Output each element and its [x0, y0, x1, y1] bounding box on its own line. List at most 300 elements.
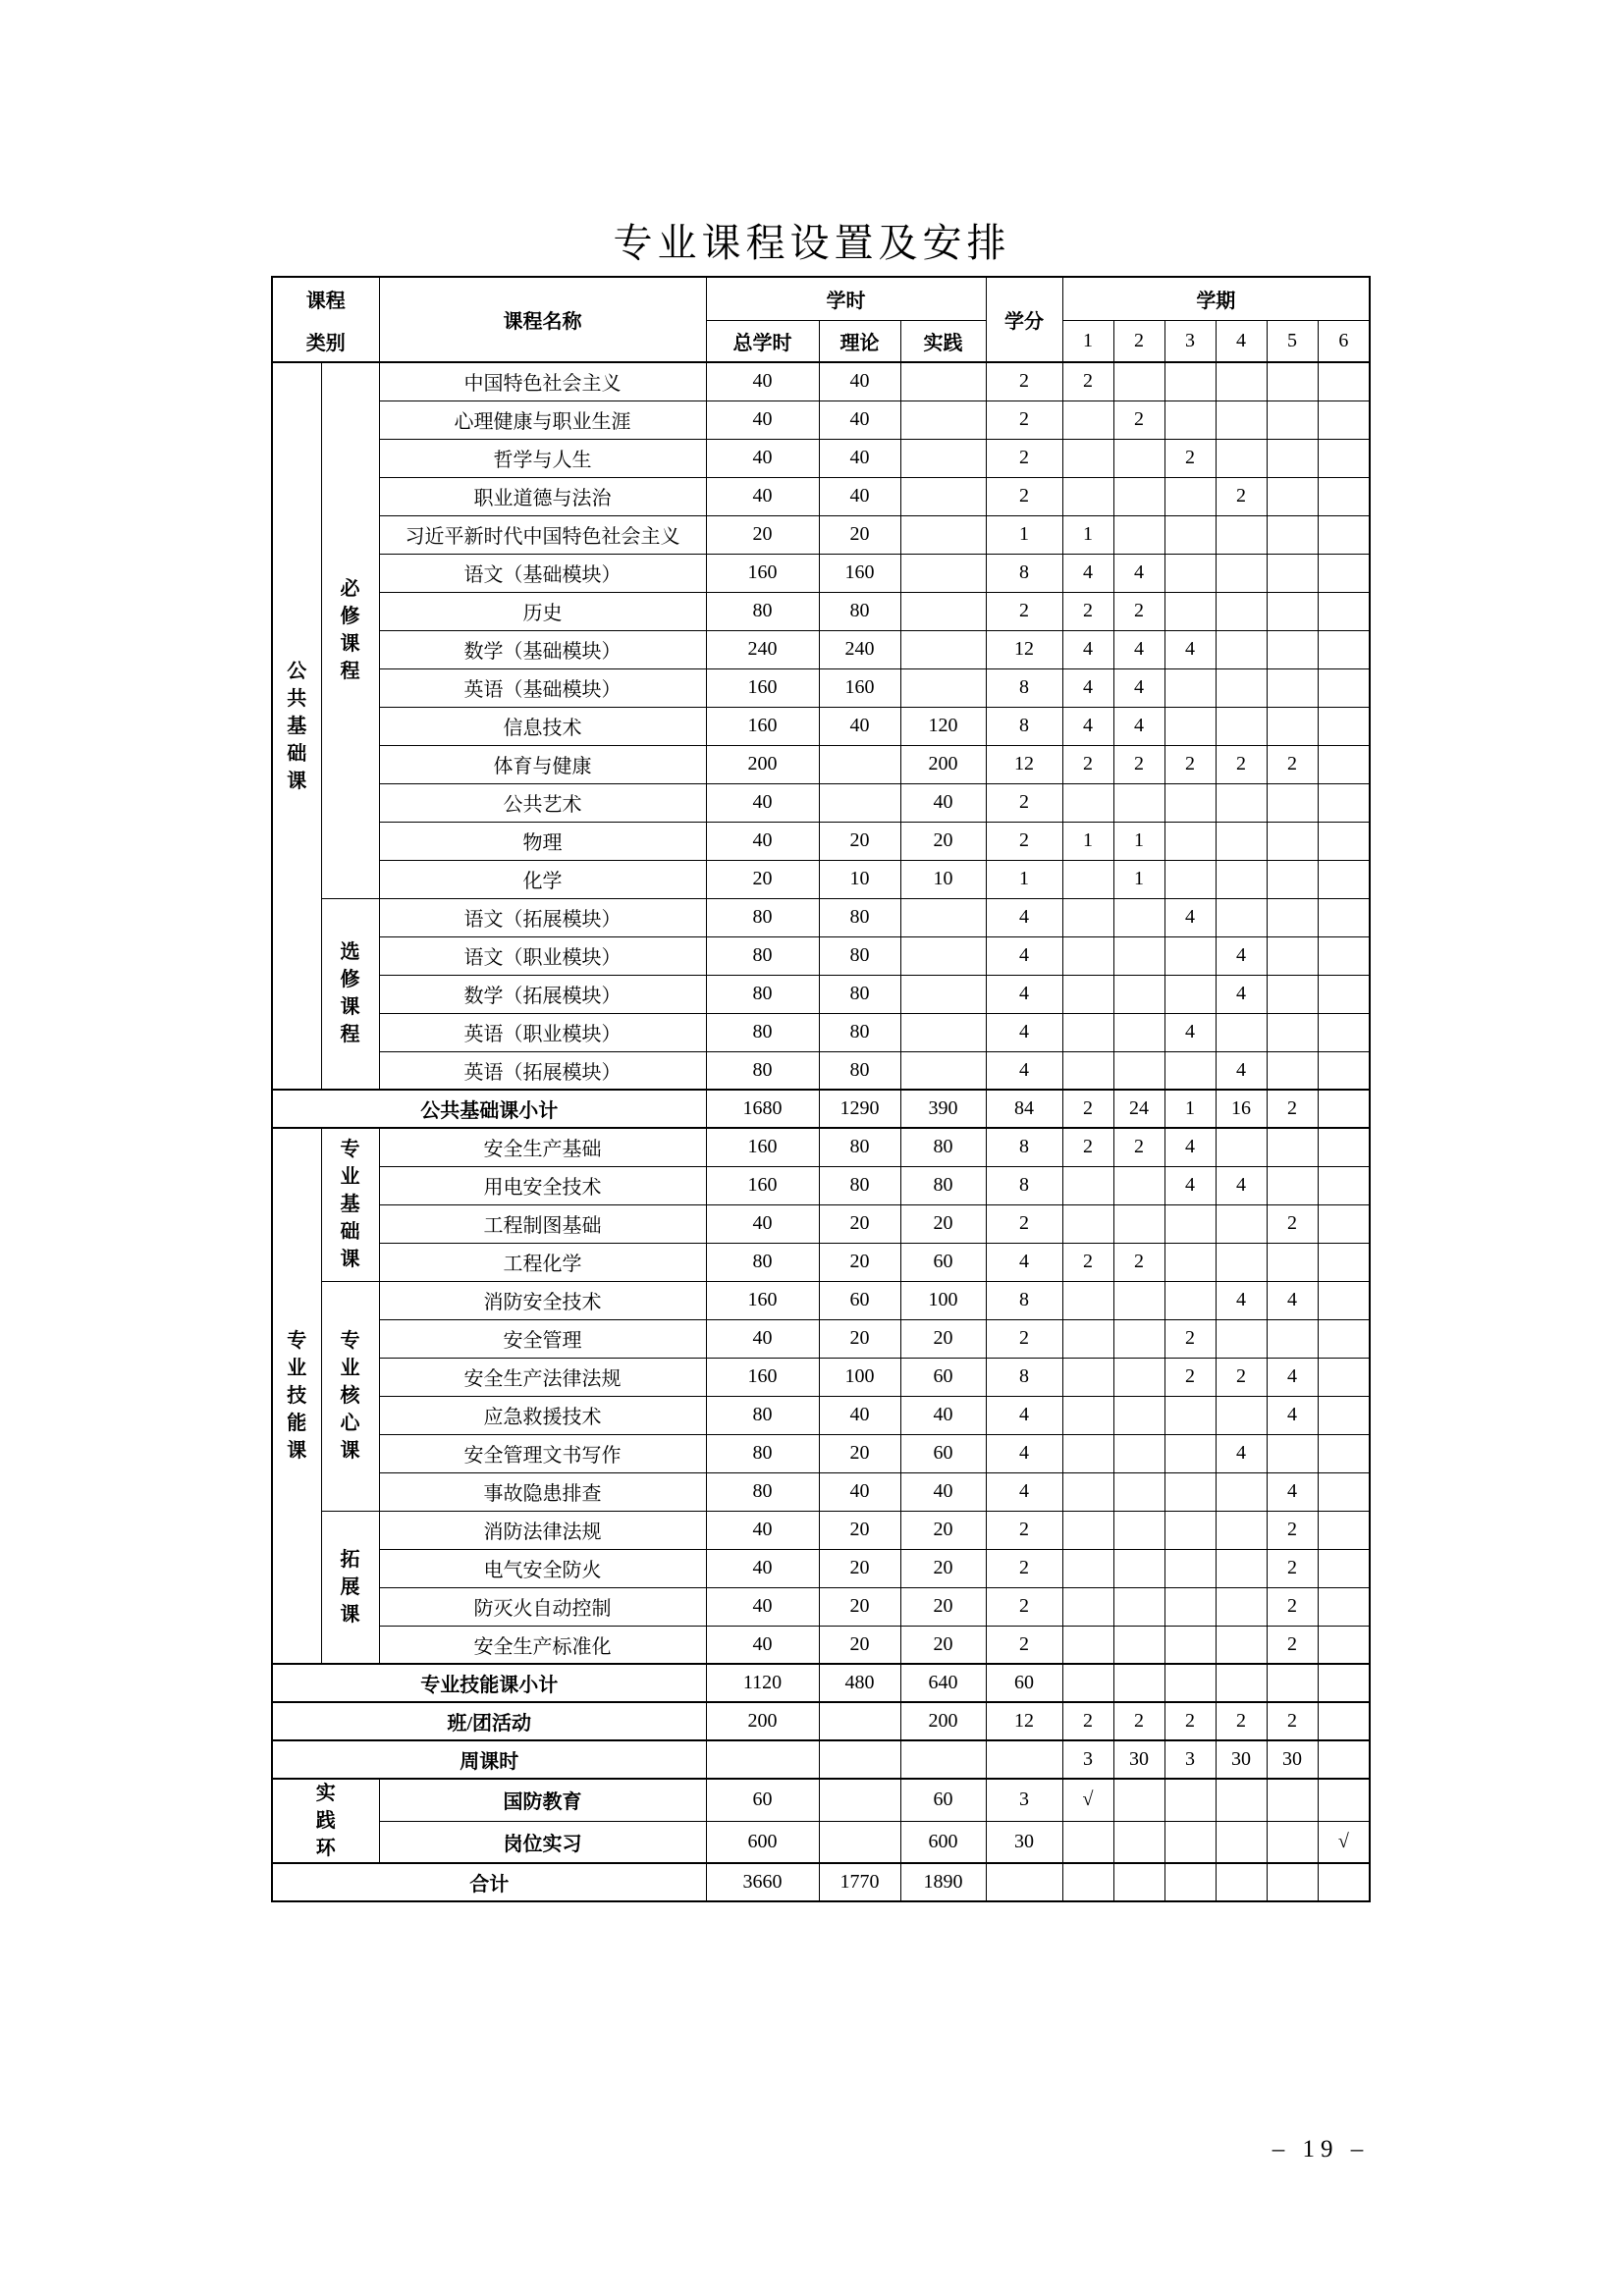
semester-cell: 2 — [1113, 745, 1164, 783]
theory-hours-cell: 40 — [819, 1396, 900, 1434]
practice-hours-cell: 20 — [900, 1587, 986, 1626]
credits-cell: 12 — [986, 630, 1062, 668]
semester-cell — [1113, 1549, 1164, 1587]
practice-hours-cell: 10 — [900, 860, 986, 898]
semester-cell — [1216, 1396, 1267, 1434]
semester-cell — [1113, 1863, 1164, 1901]
semester-cell — [1062, 1472, 1113, 1511]
practice-hours-cell — [900, 1013, 986, 1051]
semester-cell — [1267, 515, 1318, 554]
table-row — [272, 1051, 1370, 1090]
semester-cell — [1062, 1358, 1113, 1396]
semester-cell — [1062, 1863, 1113, 1901]
total-hours-cell: 160 — [706, 1358, 819, 1396]
semester-cell — [1267, 822, 1318, 860]
total-hours-cell: 160 — [706, 1128, 819, 1166]
semester-cell — [1164, 668, 1216, 707]
semester-cell — [1318, 1740, 1370, 1779]
semester-cell: 30 — [1113, 1740, 1164, 1779]
header-category-line1: 课程 — [305, 290, 346, 312]
header-sem-6: 6 — [1318, 320, 1370, 362]
table-row — [272, 1281, 1370, 1319]
semester-cell: 2 — [1164, 1702, 1216, 1740]
header-category — [272, 277, 379, 362]
theory-hours-cell: 80 — [819, 1166, 900, 1204]
practice-hours-cell: 200 — [900, 745, 986, 783]
semester-cell — [1267, 477, 1318, 515]
total-hours-cell: 40 — [706, 1319, 819, 1358]
total-hours-cell: 40 — [706, 1511, 819, 1549]
semester-cell — [1164, 1549, 1216, 1587]
semester-cell — [1216, 1779, 1267, 1821]
credits-cell — [986, 1863, 1062, 1901]
semester-cell — [1216, 554, 1267, 592]
semester-cell — [1216, 668, 1267, 707]
theory-hours-cell — [819, 1702, 900, 1740]
course-name-cell: 公共艺术 — [379, 783, 706, 822]
theory-hours-cell — [819, 783, 900, 822]
semester-cell — [1164, 1511, 1216, 1549]
total-hours-cell: 160 — [706, 554, 819, 592]
semester-cell: 4 — [1164, 1166, 1216, 1204]
credits-cell: 4 — [986, 1013, 1062, 1051]
credits-cell: 4 — [986, 975, 1062, 1013]
semester-cell — [1062, 1664, 1113, 1702]
theory-hours-cell: 20 — [819, 1204, 900, 1243]
semester-cell — [1267, 592, 1318, 630]
header-theory: 理论 — [819, 320, 900, 362]
total-hours-cell: 40 — [706, 783, 819, 822]
semester-cell — [1216, 515, 1267, 554]
semester-cell — [1113, 1511, 1164, 1549]
semester-cell — [1164, 1472, 1216, 1511]
defense-education-row — [272, 1779, 1370, 1821]
semester-cell — [1318, 1166, 1370, 1204]
theory-hours-cell — [819, 745, 900, 783]
practice-hours-cell: 20 — [900, 1204, 986, 1243]
semester-cell — [1216, 630, 1267, 668]
table-row — [272, 400, 1370, 439]
course-name-cell: 安全管理文书写作 — [379, 1434, 706, 1472]
semester-cell: 4 — [1216, 1166, 1267, 1204]
credits-cell: 2 — [986, 362, 1062, 400]
table-row — [272, 975, 1370, 1013]
course-name-cell: 语文（职业模块） — [379, 936, 706, 975]
total-hours-cell: 40 — [706, 1204, 819, 1243]
semester-cell: 4 — [1062, 554, 1113, 592]
semester-cell — [1318, 554, 1370, 592]
table-row — [272, 1434, 1370, 1472]
semester-cell — [1113, 1434, 1164, 1472]
semester-cell — [1318, 439, 1370, 477]
practice-hours-cell: 80 — [900, 1166, 986, 1204]
total-hours-cell: 160 — [706, 1281, 819, 1319]
theory-hours-cell: 20 — [819, 1434, 900, 1472]
theory-hours-cell: 40 — [819, 400, 900, 439]
total-hours-cell: 600 — [706, 1821, 819, 1863]
semester-cell: 1 — [1113, 860, 1164, 898]
semester-cell — [1216, 439, 1267, 477]
semester-cell: 2 — [1267, 1090, 1318, 1128]
semester-cell: 4 — [1113, 707, 1164, 745]
theory-hours-cell: 40 — [819, 362, 900, 400]
semester-cell — [1113, 477, 1164, 515]
semester-cell — [1164, 783, 1216, 822]
semester-cell — [1318, 745, 1370, 783]
semester-cell: 2 — [1062, 745, 1113, 783]
semester-cell — [1164, 936, 1216, 975]
total-hours-cell: 40 — [706, 822, 819, 860]
total-hours-cell: 80 — [706, 1434, 819, 1472]
semester-cell: 4 — [1113, 668, 1164, 707]
theory-hours-cell: 80 — [819, 592, 900, 630]
practice-hours-cell — [900, 1740, 986, 1779]
semester-cell — [1164, 822, 1216, 860]
semester-cell — [1267, 1779, 1318, 1821]
semester-cell — [1267, 362, 1318, 400]
semester-cell — [1267, 668, 1318, 707]
table-row — [272, 1587, 1370, 1626]
total-label: 合计 — [272, 1863, 706, 1901]
semester-cell — [1267, 1128, 1318, 1166]
credits-cell: 2 — [986, 400, 1062, 439]
table-row — [272, 1472, 1370, 1511]
credits-cell: 8 — [986, 1128, 1062, 1166]
practice-hours-cell — [900, 936, 986, 975]
semester-cell: 2 — [1216, 745, 1267, 783]
practice-hours-cell: 120 — [900, 707, 986, 745]
semester-cell — [1164, 1863, 1216, 1901]
semester-cell — [1267, 1319, 1318, 1358]
semester-cell — [1318, 1702, 1370, 1740]
theory-hours-cell: 40 — [819, 439, 900, 477]
semester-cell — [1216, 1128, 1267, 1166]
semester-cell — [1318, 592, 1370, 630]
total-row — [272, 1863, 1370, 1901]
semester-cell: 4 — [1216, 1051, 1267, 1090]
semester-cell — [1216, 1472, 1267, 1511]
course-name-cell: 信息技术 — [379, 707, 706, 745]
total-hours-cell: 80 — [706, 975, 819, 1013]
semester-cell — [1216, 707, 1267, 745]
semester-cell — [1318, 1863, 1370, 1901]
semester-cell: 4 — [1216, 975, 1267, 1013]
semester-cell — [1267, 860, 1318, 898]
semester-cell — [1216, 1319, 1267, 1358]
total-hours-cell: 40 — [706, 1549, 819, 1587]
semester-cell — [1062, 975, 1113, 1013]
semester-cell — [1164, 1626, 1216, 1664]
header-sem-3: 3 — [1164, 320, 1216, 362]
semester-cell — [1216, 1863, 1267, 1901]
semester-cell — [1164, 400, 1216, 439]
header-total-hours: 总学时 — [706, 320, 819, 362]
semester-cell: 2 — [1164, 745, 1216, 783]
credits-cell: 3 — [986, 1779, 1062, 1821]
semester-cell — [1164, 515, 1216, 554]
table-row — [272, 898, 1370, 936]
table-row — [272, 1396, 1370, 1434]
semester-cell — [1216, 822, 1267, 860]
semester-cell: 4 — [1164, 630, 1216, 668]
total-hours-cell — [706, 1740, 819, 1779]
header-sem-4: 4 — [1216, 320, 1267, 362]
course-name-cell: 安全生产基础 — [379, 1128, 706, 1166]
semester-cell: 4 — [1164, 1013, 1216, 1051]
subtotal-label: 专业技能课小计 — [272, 1664, 706, 1702]
table-row — [272, 783, 1370, 822]
course-name-cell: 岗位实习 — [379, 1821, 706, 1863]
theory-hours-cell: 240 — [819, 630, 900, 668]
credits-cell: 4 — [986, 936, 1062, 975]
category-expansion: 拓展课 — [321, 1511, 379, 1664]
practice-hours-cell: 60 — [900, 1779, 986, 1821]
semester-cell: 4 — [1113, 630, 1164, 668]
semester-cell — [1216, 1013, 1267, 1051]
theory-hours-cell: 480 — [819, 1664, 900, 1702]
table-row — [272, 668, 1370, 707]
semester-cell: 1 — [1164, 1090, 1216, 1128]
semester-cell: 1 — [1062, 515, 1113, 554]
theory-hours-cell — [819, 1740, 900, 1779]
theory-hours-cell: 1290 — [819, 1090, 900, 1128]
credits-cell: 8 — [986, 668, 1062, 707]
credits-cell: 2 — [986, 1626, 1062, 1664]
category-prof-core: 专业核心课 — [321, 1281, 379, 1511]
practice-hours-cell: 200 — [900, 1702, 986, 1740]
semester-cell — [1318, 898, 1370, 936]
subtotal-row-skill — [272, 1664, 1370, 1702]
credits-cell: 12 — [986, 1702, 1062, 1740]
course-name-cell: 化学 — [379, 860, 706, 898]
table-row — [272, 1243, 1370, 1281]
total-hours-cell: 80 — [706, 898, 819, 936]
total-hours-cell: 80 — [706, 1396, 819, 1434]
semester-cell — [1164, 975, 1216, 1013]
semester-cell: 4 — [1267, 1396, 1318, 1434]
practice-hours-cell — [900, 975, 986, 1013]
category-prof-skill: 专业技能课 — [272, 1128, 321, 1664]
semester-cell — [1267, 554, 1318, 592]
semester-cell: 4 — [1113, 554, 1164, 592]
semester-cell — [1062, 1821, 1113, 1863]
semester-cell — [1164, 707, 1216, 745]
semester-cell — [1318, 477, 1370, 515]
header-hours: 学时 — [706, 277, 986, 320]
semester-cell — [1164, 1664, 1216, 1702]
semester-cell: 4 — [1216, 1281, 1267, 1319]
semester-cell — [1164, 1821, 1216, 1863]
semester-cell — [1318, 1511, 1370, 1549]
total-hours-cell: 80 — [706, 592, 819, 630]
course-name-cell: 英语（基础模块） — [379, 668, 706, 707]
course-name-cell: 中国特色社会主义 — [379, 362, 706, 400]
semester-cell — [1267, 630, 1318, 668]
theory-hours-cell: 40 — [819, 477, 900, 515]
category-elective: 选修课程 — [321, 898, 379, 1090]
credits-cell: 4 — [986, 898, 1062, 936]
table-row — [272, 1511, 1370, 1549]
semester-cell — [1318, 1664, 1370, 1702]
semester-cell — [1216, 860, 1267, 898]
course-name-cell: 电气安全防火 — [379, 1549, 706, 1587]
semester-cell: 30 — [1216, 1740, 1267, 1779]
practice-hours-cell: 100 — [900, 1281, 986, 1319]
credits-cell: 60 — [986, 1664, 1062, 1702]
practice-hours-cell — [900, 362, 986, 400]
table-row — [272, 477, 1370, 515]
semester-cell: 2 — [1164, 439, 1216, 477]
theory-hours-cell: 60 — [819, 1281, 900, 1319]
credits-cell: 8 — [986, 1281, 1062, 1319]
subtotal-row-public — [272, 1090, 1370, 1128]
total-hours-cell: 200 — [706, 1702, 819, 1740]
semester-cell — [1267, 975, 1318, 1013]
practice-hours-cell: 20 — [900, 1549, 986, 1587]
category-required: 必修课程 — [321, 362, 379, 898]
semester-cell: 2 — [1216, 1358, 1267, 1396]
semester-cell: 3 — [1164, 1740, 1216, 1779]
course-name-cell: 用电安全技术 — [379, 1166, 706, 1204]
total-hours-cell: 160 — [706, 668, 819, 707]
practice-hours-cell — [900, 1051, 986, 1090]
semester-cell: 4 — [1267, 1358, 1318, 1396]
table-row — [272, 1319, 1370, 1358]
semester-cell: 24 — [1113, 1090, 1164, 1128]
semester-cell — [1164, 1396, 1216, 1434]
course-name-cell: 防灭火自动控制 — [379, 1587, 706, 1626]
category-prof-base: 专业基础课 — [321, 1128, 379, 1281]
credits-cell: 2 — [986, 822, 1062, 860]
practice-hours-cell — [900, 515, 986, 554]
credits-cell: 2 — [986, 1587, 1062, 1626]
course-name-cell: 哲学与人生 — [379, 439, 706, 477]
semester-cell: 4 — [1062, 707, 1113, 745]
credits-cell: 8 — [986, 1166, 1062, 1204]
semester-cell — [1062, 400, 1113, 439]
credits-cell: 2 — [986, 1319, 1062, 1358]
semester-cell — [1267, 783, 1318, 822]
semester-cell — [1164, 1434, 1216, 1472]
semester-cell — [1318, 975, 1370, 1013]
course-name-cell: 事故隐患排查 — [379, 1472, 706, 1511]
course-name-cell: 语文（基础模块） — [379, 554, 706, 592]
credits-cell: 2 — [986, 1204, 1062, 1243]
semester-cell — [1267, 1863, 1318, 1901]
semester-cell — [1062, 1013, 1113, 1051]
semester-cell — [1216, 592, 1267, 630]
table-row — [272, 362, 1370, 400]
semester-cell — [1113, 898, 1164, 936]
table-row — [272, 554, 1370, 592]
semester-cell — [1216, 1626, 1267, 1664]
semester-cell — [1267, 898, 1318, 936]
semester-cell — [1062, 1051, 1113, 1090]
table-row — [272, 630, 1370, 668]
table-row — [272, 1013, 1370, 1051]
practice-hours-cell: 20 — [900, 822, 986, 860]
semester-cell — [1113, 1013, 1164, 1051]
semester-cell: 2 — [1113, 1128, 1164, 1166]
semester-cell — [1164, 1587, 1216, 1626]
course-name-cell: 消防法律法规 — [379, 1511, 706, 1549]
credits-cell: 1 — [986, 515, 1062, 554]
semester-cell — [1216, 1821, 1267, 1863]
semester-cell: 2 — [1062, 1128, 1113, 1166]
semester-cell — [1164, 592, 1216, 630]
semester-cell — [1318, 630, 1370, 668]
header-sem-1: 1 — [1062, 320, 1113, 362]
credits-cell: 30 — [986, 1821, 1062, 1863]
total-hours-cell: 80 — [706, 1243, 819, 1281]
semester-cell — [1318, 1358, 1370, 1396]
semester-cell — [1318, 1587, 1370, 1626]
semester-cell: 4 — [1216, 936, 1267, 975]
course-name-cell: 心理健康与职业生涯 — [379, 400, 706, 439]
credits-cell: 2 — [986, 783, 1062, 822]
total-hours-cell: 160 — [706, 707, 819, 745]
theory-hours-cell: 20 — [819, 515, 900, 554]
semester-cell: 1 — [1062, 822, 1113, 860]
total-hours-cell: 1120 — [706, 1664, 819, 1702]
semester-cell — [1113, 515, 1164, 554]
semester-cell — [1164, 1243, 1216, 1281]
semester-cell — [1318, 1779, 1370, 1821]
semester-cell: 4 — [1267, 1472, 1318, 1511]
category-practice-env: 实践环 — [272, 1779, 379, 1863]
semester-cell — [1318, 1243, 1370, 1281]
semester-cell — [1164, 1204, 1216, 1243]
internship-row — [272, 1821, 1370, 1863]
credits-cell: 8 — [986, 1358, 1062, 1396]
credits-cell: 1 — [986, 860, 1062, 898]
table-row — [272, 707, 1370, 745]
course-name-cell: 历史 — [379, 592, 706, 630]
practice-hours-cell: 390 — [900, 1090, 986, 1128]
practice-hours-cell: 40 — [900, 1396, 986, 1434]
semester-cell: 2 — [1062, 1090, 1113, 1128]
header-category-line2: 类别 — [305, 332, 346, 354]
semester-cell — [1318, 860, 1370, 898]
semester-cell — [1216, 1511, 1267, 1549]
course-name-cell: 数学（基础模块） — [379, 630, 706, 668]
semester-cell — [1318, 362, 1370, 400]
semester-cell — [1318, 783, 1370, 822]
semester-cell — [1113, 1051, 1164, 1090]
table-row — [272, 1204, 1370, 1243]
theory-hours-cell: 80 — [819, 975, 900, 1013]
semester-cell: 2 — [1216, 477, 1267, 515]
credits-cell — [986, 1740, 1062, 1779]
credits-cell: 8 — [986, 554, 1062, 592]
semester-cell: 2 — [1267, 1587, 1318, 1626]
header-sem-5: 5 — [1267, 320, 1318, 362]
practice-hours-cell: 60 — [900, 1243, 986, 1281]
semester-cell — [1267, 400, 1318, 439]
credits-cell: 2 — [986, 592, 1062, 630]
theory-hours-cell: 20 — [819, 1319, 900, 1358]
semester-cell — [1062, 1511, 1113, 1549]
semester-cell — [1113, 975, 1164, 1013]
credits-cell: 4 — [986, 1472, 1062, 1511]
semester-cell: 2 — [1113, 592, 1164, 630]
semester-cell: 1 — [1113, 822, 1164, 860]
theory-hours-cell: 20 — [819, 1587, 900, 1626]
semester-cell — [1113, 1779, 1164, 1821]
semester-cell — [1113, 439, 1164, 477]
theory-hours-cell: 40 — [819, 1472, 900, 1511]
semester-cell — [1113, 1319, 1164, 1358]
